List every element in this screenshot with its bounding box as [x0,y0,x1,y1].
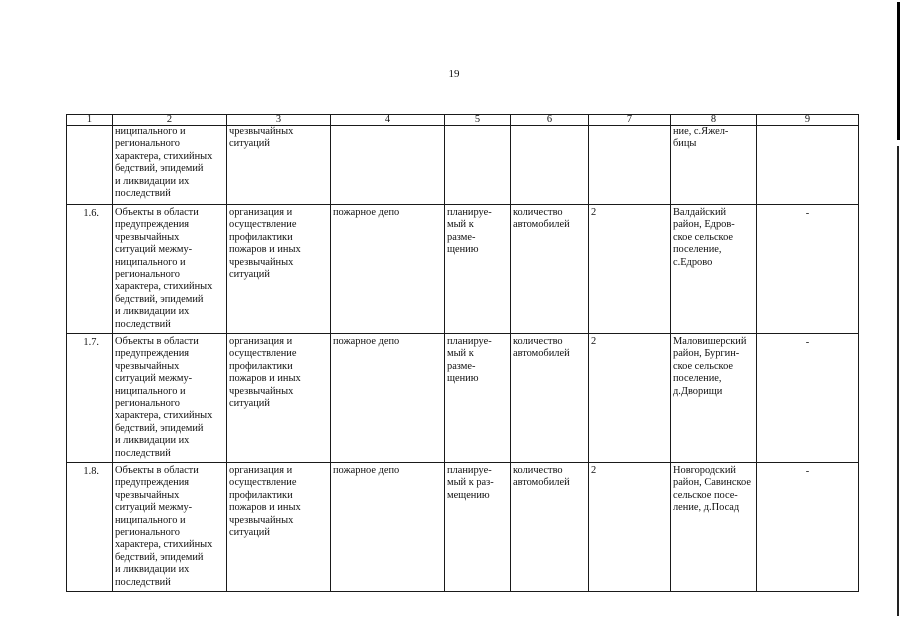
indicator-cell [511,205,589,334]
cell-line: чрезвычайных [115,489,180,501]
cell-line: последствий [115,447,171,459]
cell-line: ситуаций межму- [115,502,193,514]
table-row [67,334,859,463]
cell-line: характера, стихийных [115,150,213,162]
cell-line: бедствий, эпидемий [115,551,204,563]
cell-line: ситуаций [229,138,270,150]
note-cell [757,126,859,205]
cell-line: ситуаций [229,269,270,281]
row-number-cell: 1.8. [67,463,113,592]
cell-line: ниципального и [115,126,186,137]
cell-line: организация и [229,336,293,347]
table-row [67,205,859,334]
cell-line: пожаров и иных [229,373,301,385]
cell-line: бедствий, эпидемий [115,163,204,175]
value-cell [589,126,671,205]
cell-line: последствий [115,576,171,588]
cell-line: организация и [229,465,293,476]
status-cell [445,463,511,592]
cell-line: характера, стихийных [115,281,213,293]
cell-line: район, Савинское [673,477,751,489]
object-type-cell: пожарное депо [331,334,445,463]
cell-line: автомобилей [513,219,570,231]
cell-line: чрезвычайных [229,514,294,526]
object-type-cell [331,126,445,205]
cell-line: предупреждения [115,477,190,489]
cell-line: планируе- [447,207,492,218]
cell-line: разме- [447,231,476,243]
cell-line: мый к [447,219,474,231]
cell-line: район, Едров- [673,219,735,231]
cell-line: ниципального и [115,385,186,397]
cell-line: ситуаций [229,527,270,539]
cell-line: пожаров и иных [229,244,301,256]
cell-line: регионального [115,269,180,281]
cell-line: чрезвычайных [229,385,294,397]
indicator-cell [511,126,589,205]
header-cell: 7 [589,115,671,126]
cell-line: щению [447,373,479,385]
scan-edge-line [897,146,899,616]
note-cell: - [757,463,859,592]
indicator-cell [511,463,589,592]
scan-edge-bar [897,2,900,140]
indicator-cell [511,334,589,463]
cell-line: Валдайский [673,207,727,218]
cell-line: осуществление [229,348,297,360]
cell-line: бедствий, эпидемий [115,293,204,305]
cell-line: предупреждения [115,348,190,360]
object-type-cell: пожарное депо [331,205,445,334]
cell-line: характера, стихийных [115,539,213,551]
cell-line: и ликвидации их [115,435,190,447]
cell-line: количество [513,207,563,218]
cell-line: д.Дворищи [673,385,723,397]
cell-line: чрезвычайных [229,256,294,268]
cell-line: поселение, [673,244,722,256]
cell-line: последствий [115,188,171,200]
object-type-cell: пожарное депо [331,463,445,592]
note-cell: - [757,334,859,463]
activity-cell [227,205,331,334]
cell-line: осуществление [229,477,297,489]
cell-line: с.Едрово [673,256,713,268]
cell-line: автомобилей [513,348,570,360]
cell-line: разме- [447,360,476,372]
object-cell [113,205,227,334]
cell-line: регионального [115,398,180,410]
header-cell: 1 [67,115,113,126]
cell-line: ситуаций межму- [115,373,193,385]
cell-line: планируе- [447,336,492,347]
cell-line: чрезвычайных [115,360,180,372]
object-cell [113,463,227,592]
cell-line: ситуаций [229,398,270,410]
page-number: 19 [448,68,460,80]
row-number-cell: 1.7. [67,334,113,463]
row-number-cell: 1.6. [67,205,113,334]
cell-line: чрезвычайных [229,126,294,137]
cell-line: щению [447,244,479,256]
header-cell: 8 [671,115,757,126]
activity-cell [227,126,331,205]
cell-line: поселение, [673,373,722,385]
cell-line: регионального [115,138,180,150]
cell-line: район, Бургин- [673,348,740,360]
cell-line: мый к [447,348,474,360]
header-cell: 9 [757,115,859,126]
cell-line: Новгородский [673,465,736,476]
cell-line: ское сельское [673,231,734,243]
note-cell: - [757,205,859,334]
value-cell: 2 [589,205,671,334]
location-cell [671,126,757,205]
location-cell [671,463,757,592]
cell-line: профилактики [229,489,293,501]
table-row [67,126,859,205]
value-cell: 2 [589,463,671,592]
cell-line: сельское посе- [673,489,738,501]
header-cell: 3 [227,115,331,126]
cell-line: организация и [229,207,293,218]
planning-table [66,114,859,592]
status-cell [445,205,511,334]
cell-line: мещению [447,489,490,501]
cell-line: пожаров и иных [229,502,301,514]
status-cell [445,126,511,205]
object-cell [113,126,227,205]
table-row [67,463,859,592]
header-cell: 6 [511,115,589,126]
cell-line: и ликвидации их [115,175,190,187]
cell-line: и ликвидации их [115,564,190,576]
header-row [67,115,859,126]
cell-line: чрезвычайных [115,231,180,243]
cell-line: ние, с.Яжел- [673,126,729,137]
cell-line: ниципального и [115,256,186,268]
cell-line: Маловишерский [673,336,747,347]
activity-cell [227,334,331,463]
cell-line: мый к раз- [447,477,494,489]
header-cell: 4 [331,115,445,126]
status-cell [445,334,511,463]
cell-line: предупреждения [115,219,190,231]
activity-cell [227,463,331,592]
cell-line: бедствий, эпидемий [115,422,204,434]
value-cell: 2 [589,334,671,463]
cell-line: ниципального и [115,514,186,526]
cell-line: последствий [115,318,171,330]
cell-line: Объекты в области [115,465,199,476]
cell-line: автомобилей [513,477,570,489]
cell-line: профилактики [229,231,293,243]
cell-line: осуществление [229,219,297,231]
cell-line: бицы [673,138,697,150]
cell-line: количество [513,336,563,347]
header-cell: 2 [113,115,227,126]
row-number-cell [67,126,113,205]
cell-line: ское сельское [673,360,734,372]
cell-line: и ликвидации их [115,306,190,318]
cell-line: регионального [115,527,180,539]
cell-line: количество [513,465,563,476]
cell-line: ление, д.Посад [673,502,740,514]
header-cell: 5 [445,115,511,126]
cell-line: ситуаций межму- [115,244,193,256]
cell-line: планируе- [447,465,492,476]
cell-line: профилактики [229,360,293,372]
cell-line: характера, стихийных [115,410,213,422]
location-cell [671,334,757,463]
cell-line: Объекты в области [115,336,199,347]
location-cell [671,205,757,334]
object-cell [113,334,227,463]
cell-line: Объекты в области [115,207,199,218]
